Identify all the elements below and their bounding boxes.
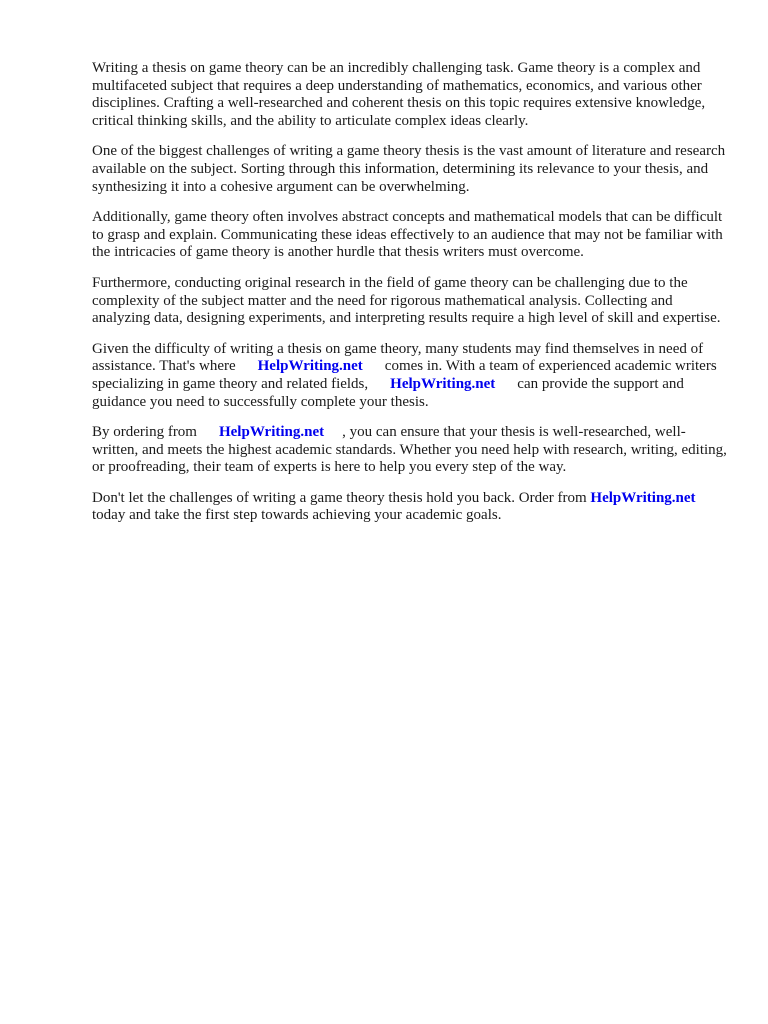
paragraph-text: can provide the support and guidance you need to successfully complete your thesis. bbox=[92, 375, 684, 410]
paragraph-text: Given the difficulty of writing a thesis on game theory, many students may find themselves in need of assistance. That's where bbox=[92, 340, 704, 375]
paragraph-text: Don't let the challenges of writing a game theory thesis hold you back. Order from bbox=[92, 489, 587, 506]
helpwriting-link[interactable]: HelpWriting.net bbox=[390, 375, 496, 392]
paragraph-abstract-concepts: Additionally, game theory often involves abstract concepts and mathematical models that can be difficult to grasp and explain. Communicating these ideas effectively to an audience that may not be familiar with the intricacies of game theory is another hurdle that thesis writers must overcome. bbox=[92, 209, 723, 261]
helpwriting-link[interactable]: HelpWriting.net bbox=[257, 358, 363, 375]
document-body bbox=[92, 60, 728, 538]
paragraph-literature-challenge: One of the biggest challenges of writing a game theory thesis is the vast amount of literature and research available on the subject. Sorting through this information, determining its relevance to your thesis, and synthesizing it into a cohesive argument can be overwhelming. bbox=[92, 143, 726, 195]
paragraph-original-research: Furthermore, conducting original research in the field of game theory can be challenging due to the complexity of the subject matter and the need for rigorous mathematical analysis. Collecting and analyzing data, designing experiments, and interpreting results require a high level of skill and expertise. bbox=[92, 274, 721, 327]
helpwriting-link[interactable]: HelpWriting.net bbox=[218, 424, 325, 441]
paragraph-call-to-action bbox=[92, 490, 728, 525]
paragraph-assistance bbox=[92, 341, 728, 411]
paragraph-text: today and take the first step towards achieving your academic goals. bbox=[92, 507, 502, 524]
paragraph-text: , you can ensure that your thesis is well-researched, well-written, and meets the highest academic standards. Whether you need help with research, writing, editing, or proofreading, their team of experts is here to help you every step of the way. bbox=[92, 424, 727, 476]
paragraph-intro: Writing a thesis on game theory can be an incredibly challenging task. Game theory is a complex and multifaceted subject that requires a deep understanding of mathematics, economics, and various other disciplines. Crafting a well-researched and coherent thesis on this topic requires extensive knowledge, critical thinking skills, and the ability to articulate complex ideas clearly. bbox=[92, 60, 706, 129]
helpwriting-link[interactable]: HelpWriting.net bbox=[590, 489, 696, 506]
paragraph-text: By ordering from bbox=[92, 424, 197, 441]
paragraph-ordering bbox=[92, 424, 728, 477]
paragraph-text: comes in. With a team of experienced academic writers specializing in game theory and related fields, bbox=[92, 358, 717, 392]
